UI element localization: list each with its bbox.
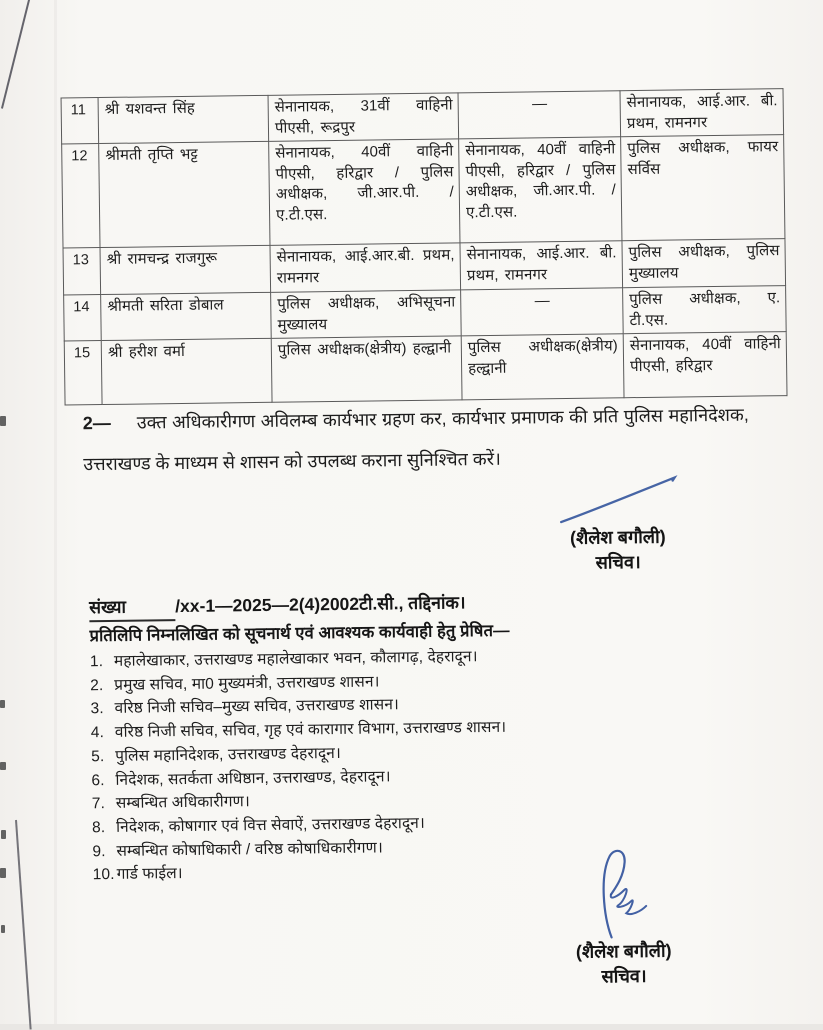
table-row <box>64 332 787 405</box>
list-item-number: 8. <box>91 818 106 837</box>
cell-posting-c: पुलिस अधीक्षक, फायर सर्विस <box>621 135 785 241</box>
cell-serial: 11 <box>61 98 99 144</box>
cell-officer-name: श्रीमती सरिता डोबाल <box>101 292 272 340</box>
cell-officer-name: श्री यशवन्त सिंह <box>98 95 269 143</box>
signatory-name: (शैलेश बगौली) <box>569 526 666 548</box>
cell-serial: 14 <box>64 295 102 341</box>
cell-serial: 15 <box>64 341 102 405</box>
table-row <box>62 135 785 248</box>
list-item-number: 10. <box>92 866 115 884</box>
list-item-number: 5. <box>91 747 105 766</box>
list-item-text: प्रमुख सचिव, मा0 मुख्यमंत्री, उत्तराखण्ड शासन। <box>114 673 380 694</box>
list-item-number: 7. <box>91 795 106 813</box>
cell-posting-a: सेनानायक, 31वीं वाहिनी पीएसी, रूद्रपुर <box>268 93 459 141</box>
cell-officer-name: श्री रामचन्द्र राजगुरू <box>100 245 271 294</box>
cell-posting-b: सेनानायक, 40वीं वाहिनी पीएसी, हरिद्वार / पुलिस अधीक्षक, जी.आर.पी. / ए.टी.एस. <box>459 137 622 243</box>
cell-posting-b: सेनानायक, आई.आर. बी. प्रथम, रामनगर <box>460 241 623 290</box>
copy-section-heading: प्रतिलिपि निम्नलिखित को सूचनार्थ एवं आवश्यक कार्यवाही हेतु प्रेषित— <box>89 621 510 646</box>
cell-serial: 12 <box>62 144 100 248</box>
signature-block-bottom <box>532 842 714 990</box>
list-item-text: वरिष्ठ निजी सचिव–मुख्य सचिव, उत्तराखण्ड शासन। <box>114 696 400 718</box>
list-item-text: सम्बन्धित कोषाधिकारी / वरिष्ठ कोषाधिकारीगण। <box>116 839 384 860</box>
cell-posting-c: पुलिस अधीक्षक, पुलिस मुख्यालय <box>622 239 786 288</box>
cell-officer-name: श्री हरीश वर्मा <box>101 338 272 404</box>
list-item-number: 6. <box>91 771 105 789</box>
list-item-text: महालेखाकार, उत्तराखण्ड महालेखाकार भवन, कौलागढ़, देहरादून। <box>113 648 478 670</box>
signatory-title: सचिव। <box>601 965 647 987</box>
list-item-text: गार्ड फाईल। <box>116 865 183 884</box>
cell-posting-c: सेनानायक, आई.आर. बी. प्रथम, रामनगर <box>620 89 784 137</box>
list-item-text: निदेशक, सतर्कता अधिष्ठान, उत्तराखण्ड, देहरादून। <box>115 767 391 789</box>
cell-posting-a: पुलिस अधीक्षक, अभिसूचना मुख्यालय <box>271 290 462 338</box>
reference-number-line <box>89 590 466 622</box>
reference-label: संख्या <box>89 594 175 622</box>
cell-posting-b: — <box>458 91 621 139</box>
list-item-text: सम्बन्धित अधिकारीगण। <box>115 793 251 813</box>
cell-posting-a: सेनानायक, आई.आर.बी. प्रथम, रामनगर <box>270 243 461 292</box>
cell-officer-name: श्रीमती तृप्ति भट्ट <box>99 141 270 247</box>
list-item-number: 3. <box>90 700 104 718</box>
cell-posting-a: पुलिस अधीक्षक(क्षेत्रीय) हल्द्वानी <box>271 336 462 402</box>
list-item-number: 9. <box>92 842 106 860</box>
list-item-text: वरिष्ठ निजी सचिव, सचिव, गृह एवं कारागार विभाग, उत्तराखण्ड शासन। <box>114 718 507 742</box>
signatory-name: (शैलेश बगौली) <box>575 940 672 962</box>
officers-table <box>61 88 788 405</box>
signature-block-top <box>519 468 715 577</box>
signatory-title: सचिव। <box>595 552 641 573</box>
signature-scribble <box>572 843 673 940</box>
cell-posting-b: — <box>461 288 624 336</box>
list-item-number: 4. <box>90 724 105 742</box>
list-item-number: 2. <box>90 676 104 694</box>
cell-serial: 13 <box>63 248 101 295</box>
cell-posting-c: सेनानायक, 40वीं वाहिनी पीएसी, हरिद्वार <box>623 332 787 398</box>
signature-stroke <box>522 468 713 526</box>
cell-posting-b: पुलिस अधीक्षक(क्षेत्रीय) हल्द्वानी <box>461 334 624 400</box>
cell-posting-c: पुलिस अधीक्षक, ए. टी.एस. <box>623 286 787 334</box>
list-item-text: पुलिस महानिदेशक, उत्तराखण्ड देहरादून। <box>115 744 342 765</box>
list-item-number: 1. <box>89 653 104 671</box>
paragraph-number: 2— <box>82 412 111 434</box>
cell-posting-a: सेनानायक, 40वीं वाहिनी पीएसी, हरिद्वार / पुलिस अधीक्षक, जी.आर.पी. / ए.टी.एस. <box>269 139 460 245</box>
paragraph-text: उक्त अधिकारीगण अविलम्ब कार्यभार ग्रहण कर, कार्यभार प्रमाणक की प्रति पुलिस महानिदेशक, उत्तराखण्ड के माध्यम से शासन को उपलब्ध कराना सुनिश्चित करें। <box>83 404 749 475</box>
list-item-text: निदेशक, कोषागार एवं वित्त सेवाऐं, उत्तराखण्ड देहरादून। <box>115 814 426 836</box>
reference-number: /xx-1—2025—2(4)2002टी.सी., तद्दिनांक। <box>175 592 466 617</box>
